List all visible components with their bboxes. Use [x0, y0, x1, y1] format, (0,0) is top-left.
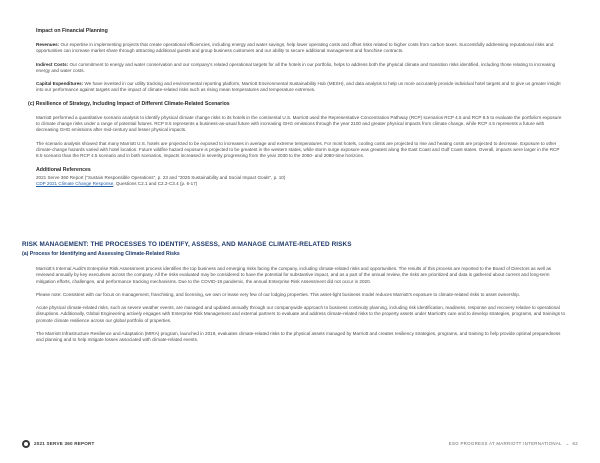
risk-paragraph-2: Please note: Consistent with our focus on management, franchising, and licensing, we own or lease very few of our lodging properties. This asset-light business model reduces Marriott's exposure to climate-related risks to asset ownership. [36, 291, 521, 297]
reference-2-text: , Questions C2.1 and C2.2-C3.4 (p. 6-17) [113, 180, 198, 186]
risk-paragraph-4: The Marriott Infrastructure Resilience and Adaptation (MIRA) program, launched in 2019, evaluates climate-related risks to the physical assets managed by Marriott and creates resiliency strategies, programs, and training to help provide optimal preparedness and planning and to help mitigate losses associated with climate-related events. [36, 331, 561, 343]
revenues-text: Our expertise in implementing projects that create operational efficiencies, including energy and water savings, help lower operating costs and offset risks related to higher costs from carbon taxes. Successfully addressing reputational risks and opportunities can increase market share through attracting additional guests and group business customers and our ability to secure additional management and franchise contracts. [36, 42, 554, 54]
risk-process-subheading: (a) Process for Identifying and Assessing Climate-Related Risks [22, 251, 180, 257]
additional-references-heading: Additional References [36, 166, 91, 173]
arrow-right-icon: → [564, 441, 570, 446]
indirect-costs-lead: Indirect Costs: [36, 61, 69, 67]
page-footer [0, 440, 600, 452]
report-name: 2021 SERVE 360 REPORT [34, 441, 95, 446]
risk-paragraph-3: Acute physical climate-related risks, such as severe weather events, are managed and updated annually through our companywide approach to business continuity planning, including risk identification, readiness, response and recovery relative to operational disruptions. Additionally, Global Engineering actively engages with Enterprise Risk Management and external partners to evaluate and address climate-related risks to the property assets under Marriott's care and to develop strategies, programs, and trainings to promote climate resilience across our global portfolio of properties. [36, 305, 566, 323]
footer-section-label: ESG PROGRESS AT MARRIOTT INTERNATIONAL [448, 441, 562, 446]
capex-text: We have invested in our utility tracking and environmental reporting platform, Marriott Environmental Sustainability Hub (MESH), and data analysis to help us more accurately provide individual hotel targets and to give us greater insight into our performance against targets and the impact of climate-related risks such as rising mean temperatures and temperature extremes. [36, 81, 561, 93]
reference-2 [36, 181, 566, 187]
risk-paragraph-1: Marriott's Internal Audit's Enterprise Risk Assessment process identifies the top business and emerging risks facing the company, including climate-related risks and opportunities. The results of this process are reported to the Board of Directors as well as reviewed annually by key executives across the company. All the risks evaluated may be considered to have the potential for substantive impact, and as a part of the annual review, the risks are prioritized and data is gathered about current and long-term mitigation efforts, challenges, and performance tracking mechanisms. Due to the COVID-19 pandemic, the annual Enterprise Risk Assessment did not occur in 2020. [36, 266, 552, 284]
serve-360-logo-icon [22, 440, 30, 448]
strategy-section [28, 28, 566, 187]
revenues-paragraph [36, 42, 566, 55]
reference-1: 2021 Serve 360 Report ("Sustain Responsible Operations", p. 23 and "2025 Sustainability and Social Impact Goals", p. 10) [36, 174, 286, 180]
cdp-response-link[interactable]: CDP 2021 Climate Change Response [36, 180, 114, 186]
resilience-paragraph-2: The scenario analysis showed that many Marriott U.S. hotels are projected to be exposed to increases in average and extreme temperatures. For most hotels, cooling costs are projected to rise and heating costs are projected to decrease. Exposure to other climate-change hazards varied with hotel location. Future wildfire hazard exposure is projected to be greatest in the western states, while storm surge exposure was greatest along the East Coast and Gulf Coast states. Overall, impacts were larger in the RCP 8.5 scenario than the RCP 4.5 scenario and in both scenarios, impacts increased in severity progressing from the year 2030 to the 2050- and 2080-time horizons. [36, 140, 560, 159]
revenues-lead: Revenues: [36, 42, 60, 47]
indirect-costs-text: Our commitment to energy and water conservation and our company's related operational targets for all the hotels in our portfolio, helps to address both the physical climate and transition risks identified, including those relating to increasing energy and water costs. [36, 61, 556, 73]
impact-heading: Impact on Financial Planning [36, 28, 108, 34]
capex-paragraph [36, 81, 566, 94]
resilience-paragraph-1: Marriott performed a quantitative scenario analysis to identify physical climate change risks to its hotels in the continental U.S. Marriott used the Representative Concentration Pathway (RCP) scenarios RCP 4.5 and RCP 8.5 to evaluate the portfolio's exposure to climate change risks under a range of potential futures. RCP 8.5 represents a business-as-usual future with increasing GHG emissions through the year 2100 and greater physical impacts from climate change, while RCP 4.5 represents a future with decreasing GHG emissions after mid-century and lesser physical impacts. [36, 114, 562, 133]
indirect-costs-paragraph [36, 62, 566, 75]
footer-nav[interactable] [449, 441, 578, 446]
risk-management-title: RISK MANAGEMENT: THE PROCESSES TO IDENTIFY, ASSESS, AND MANAGE CLIMATE-RELATED RISKS [22, 241, 352, 248]
risk-management-section [36, 266, 566, 351]
page-number: 62 [572, 441, 578, 446]
resilience-heading: (c) Resilience of Strategy, Including Impact of Different Climate-Related Scenarios [28, 100, 230, 107]
capex-lead: Capital Expenditures: [36, 81, 84, 87]
